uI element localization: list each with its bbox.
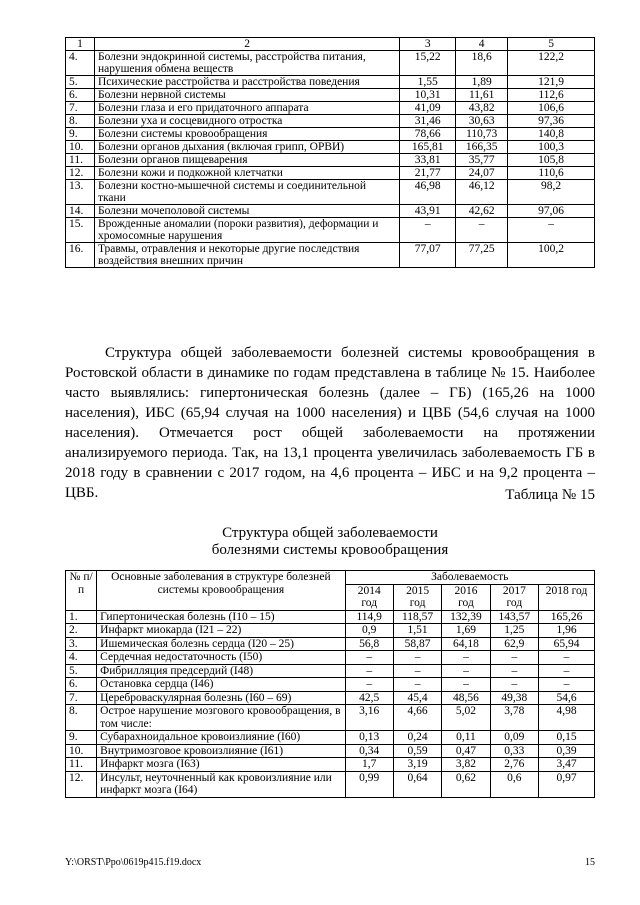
value-cell: – [400, 218, 456, 243]
header-disease: Основные заболевания в структуре болезней системы кровообращения [97, 571, 345, 611]
value-cell: 0,39 [539, 744, 595, 758]
value-cell: 41,09 [400, 102, 456, 115]
value-cell: – [539, 678, 595, 692]
row-number: 9. [66, 128, 95, 141]
disease-name: Болезни органов пищеварения [94, 154, 399, 167]
value-cell: – [442, 664, 490, 678]
value-cell: 0,97 [539, 771, 595, 797]
circulatory-diseases-table [65, 570, 595, 798]
disease-name: Фибрилляция предсердий (I48) [97, 664, 345, 678]
row-number: 13. [66, 180, 95, 205]
row-number: 8. [66, 705, 97, 731]
table-row [66, 51, 595, 76]
value-cell: 18,6 [456, 51, 508, 76]
value-cell: 0,99 [345, 771, 393, 797]
disease-name: Ишемическая болезнь сердца (I20 – 25) [97, 637, 345, 651]
table-row [66, 664, 595, 678]
disease-name: Травмы, отравления и некоторые другие последствия воздействия внешних причин [94, 243, 399, 268]
value-cell: 45,4 [393, 691, 441, 705]
row-number: 7. [66, 102, 95, 115]
disease-name: Острое нарушение мозгового кровообращения, в том числе: [97, 705, 345, 731]
value-cell: 4,66 [393, 705, 441, 731]
value-cell: – [345, 651, 393, 665]
column-number: 5 [508, 38, 595, 51]
column-number: 1 [66, 38, 95, 51]
value-cell: 0,62 [442, 771, 490, 797]
value-cell: 140,8 [508, 128, 595, 141]
value-cell: 118,57 [393, 610, 441, 624]
value-cell: 112,6 [508, 89, 595, 102]
value-cell: 5,02 [442, 705, 490, 731]
disease-name: Психические расстройства и расстройства поведения [94, 76, 399, 89]
value-cell: 114,9 [345, 610, 393, 624]
table-row [66, 115, 595, 128]
row-number: 10. [66, 141, 95, 154]
table-row [66, 128, 595, 141]
value-cell: 165,81 [400, 141, 456, 154]
value-cell: 54,6 [539, 691, 595, 705]
value-cell: 43,82 [456, 102, 508, 115]
value-cell: – [490, 678, 538, 692]
disease-name: Сердечная недостаточность (I50) [97, 651, 345, 665]
table-row [66, 624, 595, 638]
value-cell: 56,8 [345, 637, 393, 651]
row-number: 1. [66, 610, 97, 624]
value-cell: – [393, 678, 441, 692]
header-year: 2017 год [490, 584, 538, 610]
value-cell: 78,66 [400, 128, 456, 141]
value-cell: 33,81 [400, 154, 456, 167]
value-cell: 46,98 [400, 180, 456, 205]
row-number: 12. [66, 167, 95, 180]
value-cell: 35,77 [456, 154, 508, 167]
disease-name: Болезни эндокринной системы, расстройства питания, нарушения обмена веществ [94, 51, 399, 76]
value-cell: 1,51 [393, 624, 441, 638]
value-cell: – [393, 651, 441, 665]
value-cell: 1,25 [490, 624, 538, 638]
disease-name: Инфаркт миокарда (I21 – 22) [97, 624, 345, 638]
table-title [65, 525, 595, 559]
row-number: 8. [66, 115, 95, 128]
value-cell: 0,15 [539, 731, 595, 745]
table-row [66, 102, 595, 115]
value-cell: – [490, 651, 538, 665]
disease-name: Остановка сердца (I46) [97, 678, 345, 692]
value-cell: 132,39 [442, 610, 490, 624]
column-number: 2 [94, 38, 399, 51]
value-cell: 3,16 [345, 705, 393, 731]
value-cell: 97,06 [508, 205, 595, 218]
table-row [66, 180, 595, 205]
disease-name: Болезни костно-мышечной системы и соединительной ткани [94, 180, 399, 205]
value-cell: 64,18 [442, 637, 490, 651]
value-cell: 0,13 [345, 731, 393, 745]
value-cell: – [539, 651, 595, 665]
value-cell: 58,87 [393, 637, 441, 651]
table-row [66, 218, 595, 243]
page-number: 15 [585, 857, 595, 868]
value-cell: 62,9 [490, 637, 538, 651]
value-cell: 0,64 [393, 771, 441, 797]
row-number: 6. [66, 678, 97, 692]
value-cell: 15,22 [400, 51, 456, 76]
value-cell: 97,36 [508, 115, 595, 128]
row-number: 11. [66, 758, 97, 772]
value-cell: 106,6 [508, 102, 595, 115]
disease-name: Гипертоническая болезнь (I10 – 15) [97, 610, 345, 624]
value-cell: – [345, 678, 393, 692]
table-row [66, 154, 595, 167]
value-cell: 49,38 [490, 691, 538, 705]
value-cell: – [490, 664, 538, 678]
value-cell: 0,59 [393, 744, 441, 758]
row-number: 11. [66, 154, 95, 167]
row-number: 7. [66, 691, 97, 705]
value-cell: 110,73 [456, 128, 508, 141]
value-cell: 48,56 [442, 691, 490, 705]
disease-name: Болезни органов дыхания (включая грипп, ОРВИ) [94, 141, 399, 154]
column-number: 3 [400, 38, 456, 51]
value-cell: 1,55 [400, 76, 456, 89]
row-number: 14. [66, 205, 95, 218]
value-cell: 0,6 [490, 771, 538, 797]
row-number: 4. [66, 651, 97, 665]
value-cell: 77,07 [400, 243, 456, 268]
row-number: 10. [66, 744, 97, 758]
value-cell: – [442, 651, 490, 665]
disease-name: Субарахноидальное кровоизлияние (I60) [97, 731, 345, 745]
header-num: № п/п [66, 571, 97, 611]
value-cell: 121,9 [508, 76, 595, 89]
value-cell: 1,7 [345, 758, 393, 772]
table-title-line-2: болезнями системы кровообращения [211, 542, 449, 558]
value-cell: 0,33 [490, 744, 538, 758]
value-cell: 1,96 [539, 624, 595, 638]
value-cell: 3,78 [490, 705, 538, 731]
row-number: 5. [66, 76, 95, 89]
body-paragraph: Структура общей заболеваемости болезней системы кровообращения в Ростовской области в динамике по годам представлена в таблице № 15. Наиболее часто выявлялись: гипертоническая болезнь (далее – ГБ) (165,26 на 1000 населения), ИБС (65,94 случая на 1000 населения) и ЦВБ (54,6 случая на 1000 населения). Отмечается рост общей заболеваемости на протяжении анализируемого периода. Так, на 13,1 процента увеличилась заболеваемость ГБ в 2018 году в сравнении с 2017 годом, на 4,6 процента – ИБС и на 9,2 процента – ЦВБ. [65, 345, 595, 501]
value-cell: 0,09 [490, 731, 538, 745]
table-title-line-1: Структура общей заболеваемости [222, 525, 438, 541]
column-number: 4 [456, 38, 508, 51]
value-cell: 2,76 [490, 758, 538, 772]
table-row [66, 76, 595, 89]
value-cell: – [508, 218, 595, 243]
value-cell: 98,2 [508, 180, 595, 205]
value-cell: 100,3 [508, 141, 595, 154]
row-number: 12. [66, 771, 97, 797]
header-morbidity: Заболеваемость [345, 571, 594, 585]
value-cell: – [456, 218, 508, 243]
value-cell: 0,9 [345, 624, 393, 638]
disease-name: Болезни нервной системы [94, 89, 399, 102]
value-cell: 165,26 [539, 610, 595, 624]
table-row [66, 637, 595, 651]
row-number: 2. [66, 624, 97, 638]
value-cell: 3,82 [442, 758, 490, 772]
value-cell: 3,19 [393, 758, 441, 772]
table-row [66, 167, 595, 180]
row-number: 5. [66, 664, 97, 678]
disease-name: Болезни кожи и подкожной клетчатки [94, 167, 399, 180]
morbidity-table-continued [65, 37, 595, 268]
row-number: 15. [66, 218, 95, 243]
table-row [66, 651, 595, 665]
row-number: 4. [66, 51, 95, 76]
header-year: 2016 год [442, 584, 490, 610]
value-cell: 46,12 [456, 180, 508, 205]
row-number: 9. [66, 731, 97, 745]
value-cell: 3,47 [539, 758, 595, 772]
header-year: 2015 год [393, 584, 441, 610]
value-cell: 31,46 [400, 115, 456, 128]
footer-file-path: Y:\ORST\Ppo\0619p415.f19.docx [65, 857, 202, 868]
value-cell: 43,91 [400, 205, 456, 218]
value-cell: 24,07 [456, 167, 508, 180]
disease-name: Болезни системы кровообращения [94, 128, 399, 141]
disease-name: Болезни мочеполовой системы [94, 205, 399, 218]
value-cell: 1,89 [456, 76, 508, 89]
value-cell: 0,24 [393, 731, 441, 745]
table-row [66, 705, 595, 731]
value-cell: 65,94 [539, 637, 595, 651]
table-row [66, 771, 595, 797]
table-row [66, 141, 595, 154]
row-number: 16. [66, 243, 95, 268]
disease-name: Цереброваскулярная болезнь (I60 – 69) [97, 691, 345, 705]
value-cell: 4,98 [539, 705, 595, 731]
value-cell: 10,31 [400, 89, 456, 102]
value-cell: – [539, 664, 595, 678]
disease-name: Болезни глаза и его придаточного аппарата [94, 102, 399, 115]
disease-name: Инсульт, неуточненный как кровоизлияние или инфаркт мозга (I64) [97, 771, 345, 797]
table-row [66, 243, 595, 268]
value-cell: – [393, 664, 441, 678]
header-year: 2018 год [539, 584, 595, 610]
table-row [66, 89, 595, 102]
value-cell: 143,57 [490, 610, 538, 624]
value-cell: 105,8 [508, 154, 595, 167]
table-row [66, 758, 595, 772]
table-row [66, 678, 595, 692]
row-number: 3. [66, 637, 97, 651]
value-cell: 0,47 [442, 744, 490, 758]
table-label: Таблица № 15 [505, 487, 595, 503]
value-cell: 0,34 [345, 744, 393, 758]
value-cell: – [345, 664, 393, 678]
value-cell: 166,35 [456, 141, 508, 154]
row-number: 6. [66, 89, 95, 102]
table-row [66, 731, 595, 745]
value-cell: 42,62 [456, 205, 508, 218]
disease-name: Внутримозговое кровоизлияние (I61) [97, 744, 345, 758]
value-cell: – [442, 678, 490, 692]
table-row [66, 691, 595, 705]
value-cell: 100,2 [508, 243, 595, 268]
table-row [66, 744, 595, 758]
value-cell: 110,6 [508, 167, 595, 180]
value-cell: 11,61 [456, 89, 508, 102]
value-cell: 122,2 [508, 51, 595, 76]
value-cell: 42,5 [345, 691, 393, 705]
value-cell: 21,77 [400, 167, 456, 180]
value-cell: 1,69 [442, 624, 490, 638]
table-row [66, 610, 595, 624]
disease-name: Инфаркт мозга (I63) [97, 758, 345, 772]
table-row [66, 205, 595, 218]
table-header-row [66, 38, 595, 51]
disease-name: Врожденные аномалии (пороки развития), деформации и хромосомные нарушения [94, 218, 399, 243]
value-cell: 0,11 [442, 731, 490, 745]
header-year: 2014 год [345, 584, 393, 610]
disease-name: Болезни уха и сосцевидного отростка [94, 115, 399, 128]
value-cell: 30,63 [456, 115, 508, 128]
value-cell: 77,25 [456, 243, 508, 268]
